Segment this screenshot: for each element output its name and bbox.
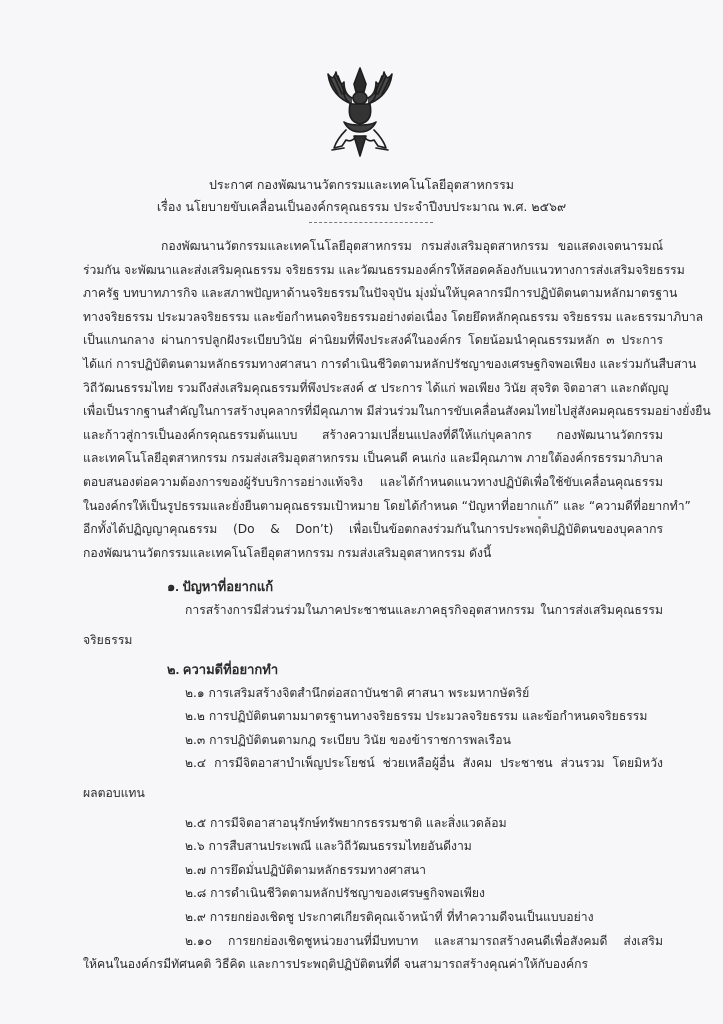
list-item-continuation: ผลตอบแทน (83, 786, 145, 801)
section-text: จริยธรรม (83, 632, 133, 647)
spacer (83, 565, 663, 575)
scan-speck (538, 516, 541, 519)
intro-line: เป็นแกนกลาง ผ่านการปลูกฝังระเบียบวินัย ค่านิยมที่พึงประสงค์ในองค์กร โดยน้อมนำคุณธรรมหลัก ๓ ประการ (83, 333, 663, 348)
list-item: ๒.๒ การปฏิบัติตนตามมาตรฐานทางจริยธรรม ประมวลจริยธรรม และข้อกำหนดจริยธรรม (185, 709, 648, 724)
intro-paragraph (83, 235, 711, 565)
list-item: ๒.๙ การยกย่องเชิดชู ประกาศเกียรติคุณเจ้าหน้าที่ ที่ทำความดีจนเป็นแบบอย่าง (185, 910, 594, 925)
section-problem-to-solve (83, 575, 663, 652)
intro-line: กองพัฒนานวัตกรรมและเทคโนโลยีอุตสาหกรรม กรมส่งเสริมอุตสาหกรรม ขอแสดงเจตนารมณ์ (161, 239, 663, 253)
list-item: ๒.๑๐ การยกย่องเชิดชูหน่วยงานที่มีบทบาท และสามารถสร้างคนดีเพื่อสังคมดี ส่งเสริม (185, 933, 663, 948)
intro-line: ในองค์กรให้เป็นรูปธรรมและยั่งยืนตามคุณธรรมเป้าหมาย โดยได้กำหนด “ปัญหาที่อยากแก้” และ “ความดีที่อยากทำ” (83, 498, 691, 513)
section-text: การสร้างการมีส่วนร่วมในภาคประชาชนและภาคธุรกิจอุตสาหกรรม ในการส่งเสริมคุณธรรม (185, 602, 663, 617)
intro-line: ภาครัฐ บทบาทภารกิจ และสภาพปัญหาด้านจริยธรรมในปัจจุบัน มุ่งมั่นให้บุคลากรมีการปฏิบัติตนตามหลักมาตรฐาน (83, 286, 678, 301)
header-divider (309, 222, 433, 223)
intro-line: และก้าวสู่การเป็นองค์กรคุณธรรมต้นแบบ สร้างความเปลี่ยนแปลงที่ดีให้แก่บุคลากร กองพัฒนานวัตกรรม (83, 427, 663, 442)
section-heading-problem: ๑. ปัญหาที่อยากแก้ (167, 579, 274, 595)
title-line-issuer: ประกาศ กองพัฒนานวัตกรรมและเทคโนโลยีอุตสาหกรรม (208, 177, 515, 192)
list-item: ๒.๑ การเสริมสร้างจิตสำนึกต่อสถาบันชาติ ศาสนา พระมหากษัตริย์ (185, 685, 530, 700)
list-item: ๒.๗ การยึดมั่นปฏิบัติตามหลักธรรมทางศาสนา (185, 862, 426, 877)
intro-line: และเทคโนโลยีอุตสาหกรรม กรมส่งเสริมอุตสาหกรรม เป็นคนดี คนเก่ง และมีคุณภาพ ภายใต้องค์กรธรรมาภิบาล (83, 451, 663, 466)
intro-line: ร่วมกัน จะพัฒนาและส่งเสริมคุณธรรม จริยธรรม และวัฒนธรรมองค์กรให้สอดคล้องกับแนวทางการส่งเสริมจริยธรรม (83, 262, 685, 277)
intro-line: ได้แก่ การปฏิบัติตนตามหลักธรรมทางศาสนา การดำเนินชีวิตตามหลักปรัชญาของเศรษฐกิจพอเพียง และร่วมกันสืบสาน (83, 356, 697, 371)
list-item: ๒.๖ การสืบสานประเพณี และวิถีวัฒนธรรมไทยอันดีงาม (185, 839, 472, 854)
intro-line: ตอบสนองต่อความต้องการของผู้รับบริการอย่างแท้จริง และได้กำหนดแนวทางปฏิบัติเพื่อใช้ขับเคลื่อนคุณธรรม (83, 474, 663, 489)
list-item-continuation: ให้คนในองค์กรมีทัศนคติ วิธีคิด และการประพฤติปฏิบัติตนที่ดี จนสามารถสร้างคุณค่าให้กับองค์กร (83, 957, 589, 972)
list-item: ๒.๕ การมีจิตอาสาอนุรักษ์ทรัพยากรธรรมชาติ และสิ่งแวดล้อม (185, 815, 507, 830)
garuda-emblem-icon (318, 64, 402, 160)
document-body (83, 235, 711, 977)
intro-line: วิถีวัฒนธรรมไทย รวมถึงส่งเสริมคุณธรรมที่พึงประสงค์ ๕ ประการ ได้แก่ พอเพียง วินัย สุจริต จิตอาสา และกตัญญู (83, 380, 669, 395)
intro-line: กองพัฒนานวัตกรรมและเทคโนโลยีอุตสาหกรรม กรมส่งเสริมอุตสาหกรรม ดังนี้ (83, 545, 492, 560)
section-heading-good-deeds: ๒. ความดีที่อยากทำ (167, 662, 279, 678)
list-item: ๒.๓ การปฏิบัติตนตามกฎ ระเบียบ วินัย ของข้าราชการพลเรือน (185, 732, 511, 747)
intro-line: ทางจริยธรรม ประมวลจริยธรรม และข้อกำหนดจริยธรรมอย่างต่อเนื่อง โดยยึดหลักคุณธรรม จริยธรรม และธรรมาภิบาล (83, 309, 704, 324)
title-line-subject: เรื่อง นโยบายขับเคลื่อนเป็นองค์กรคุณธรรม ประจำปีงบประมาณ พ.ศ. ๒๕๖๙ (156, 199, 567, 214)
intro-line: อีกทั้งได้ปฏิญญาคุณธรรม (Do & Don’t) เพื่อเป็นข้อตกลงร่วมกันในการประพฤติปฏิบัติตนของบุคลากร (83, 522, 663, 537)
intro-line: เพื่อเป็นรากฐานสำคัญในการสร้างบุคลากรที่มีคุณภาพ มีส่วนร่วมในการขับเคลื่อนสังคมไทยไปสู่สังคมคุณธรรมอย่างยั่งยืน (83, 404, 711, 419)
section-good-deeds (83, 658, 663, 977)
list-item: ๒.๔ การมีจิตอาสาบำเพ็ญประโยชน์ ช่วยเหลือผู้อื่น สังคม ประชาชน ส่วนรวม โดยมิหวัง (185, 756, 663, 771)
list-item: ๒.๘ การดำเนินชีวิตตามหลักปรัชญาของเศรษฐกิจพอเพียง (185, 886, 485, 901)
announcement-title (0, 174, 723, 218)
